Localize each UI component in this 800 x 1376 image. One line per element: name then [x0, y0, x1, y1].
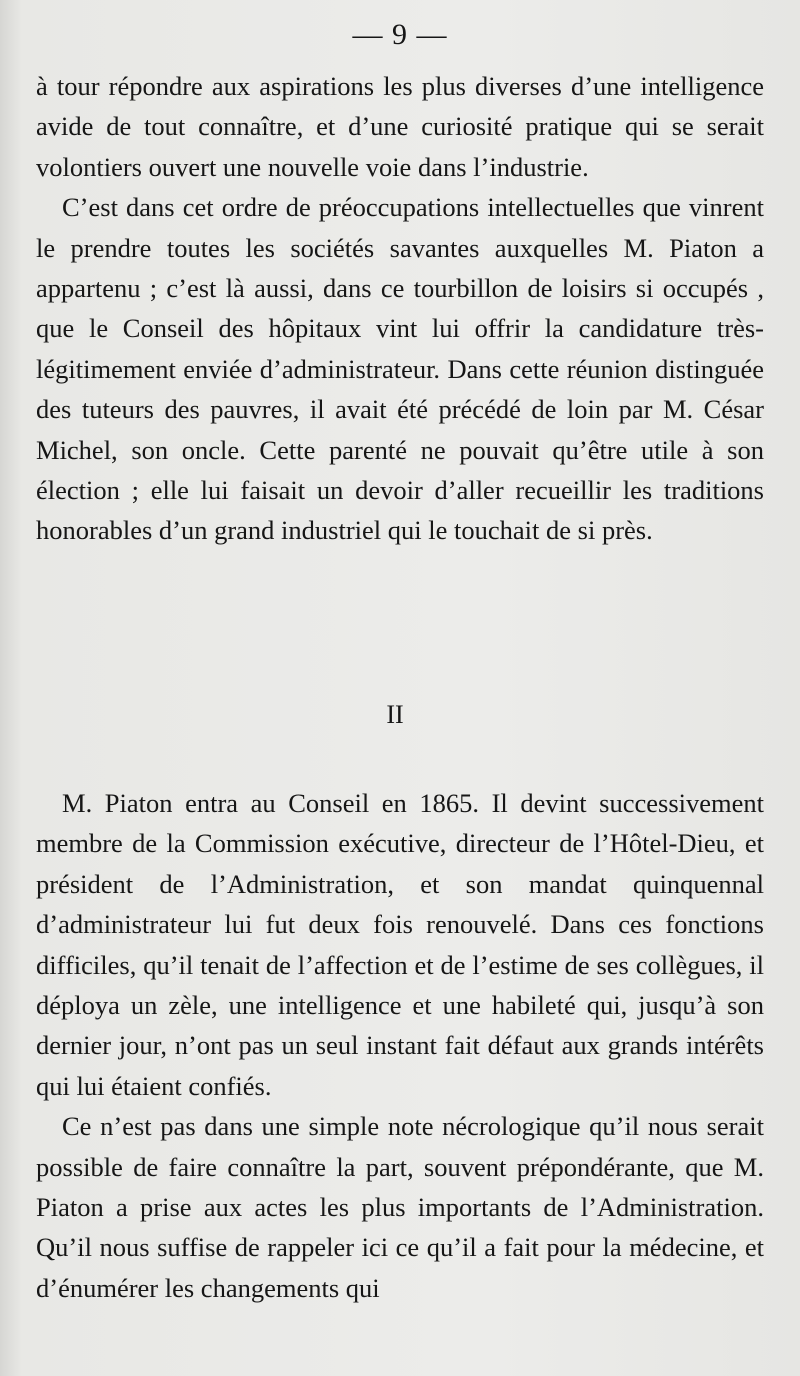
text-block-after-section: [36, 783, 764, 1308]
page-number: — 9 —: [352, 18, 448, 51]
text-block-before-section: [36, 66, 764, 551]
paragraph-1: à tour répondre aux aspirations les plus diverses d’une intelligence avide de tout connaître, et d’une curiosité pratique qui se serait volontiers ouvert une nouvelle voie dans l’industrie.: [36, 71, 764, 182]
paragraph-2: C’est dans cet ordre de préoccupations intellectuelles que vinrent le prendre toutes les sociétés savantes auxquelles M. Piaton a appartenu ; c’est là aussi, dans ce tourbillon de loisirs si occupés , que le Conseil des hôpitaux vint lui offrir la candidature très-légitimement enviée d’administrateur. Dans cette réunion distinguée des tuteurs des pauvres, il avait été précédé de loin par M. César Michel, son oncle. Cette parenté ne pouvait qu’être utile à son élection ; elle lui faisait un devoir d’aller recueillir les traditions honorables d’un grand industriel qui le touchait de si près.: [36, 192, 764, 546]
paragraph-3: M. Piaton entra au Conseil en 1865. Il devint successivement membre de la Commission exécutive, directeur de l’Hôtel-Dieu, et président de l’Administration, et son mandat quinquennal d’administrateur lui fut deux fois renouvelé. Dans ces fonctions difficiles, qu’il tenait de l’affection et de l’estime de ses collègues, il déploya un zèle, une intelligence et une habileté qui, jusqu’à son dernier jour, n’ont pas un seul instant fait défaut aux grands intérêts qui lui étaient confiés.: [36, 788, 764, 1101]
paragraph-4: Ce n’est pas dans une simple note nécrologique qu’il nous serait possible de faire connaître la part, souvent prépondérante, que M. Piaton a prise aux actes les plus importants de l’Administration. Qu’il nous suffise de rappeler ici ce qu’il a fait pour la médecine, et d’énumérer les changements qui: [36, 1111, 764, 1303]
section-heading: II: [386, 700, 404, 729]
